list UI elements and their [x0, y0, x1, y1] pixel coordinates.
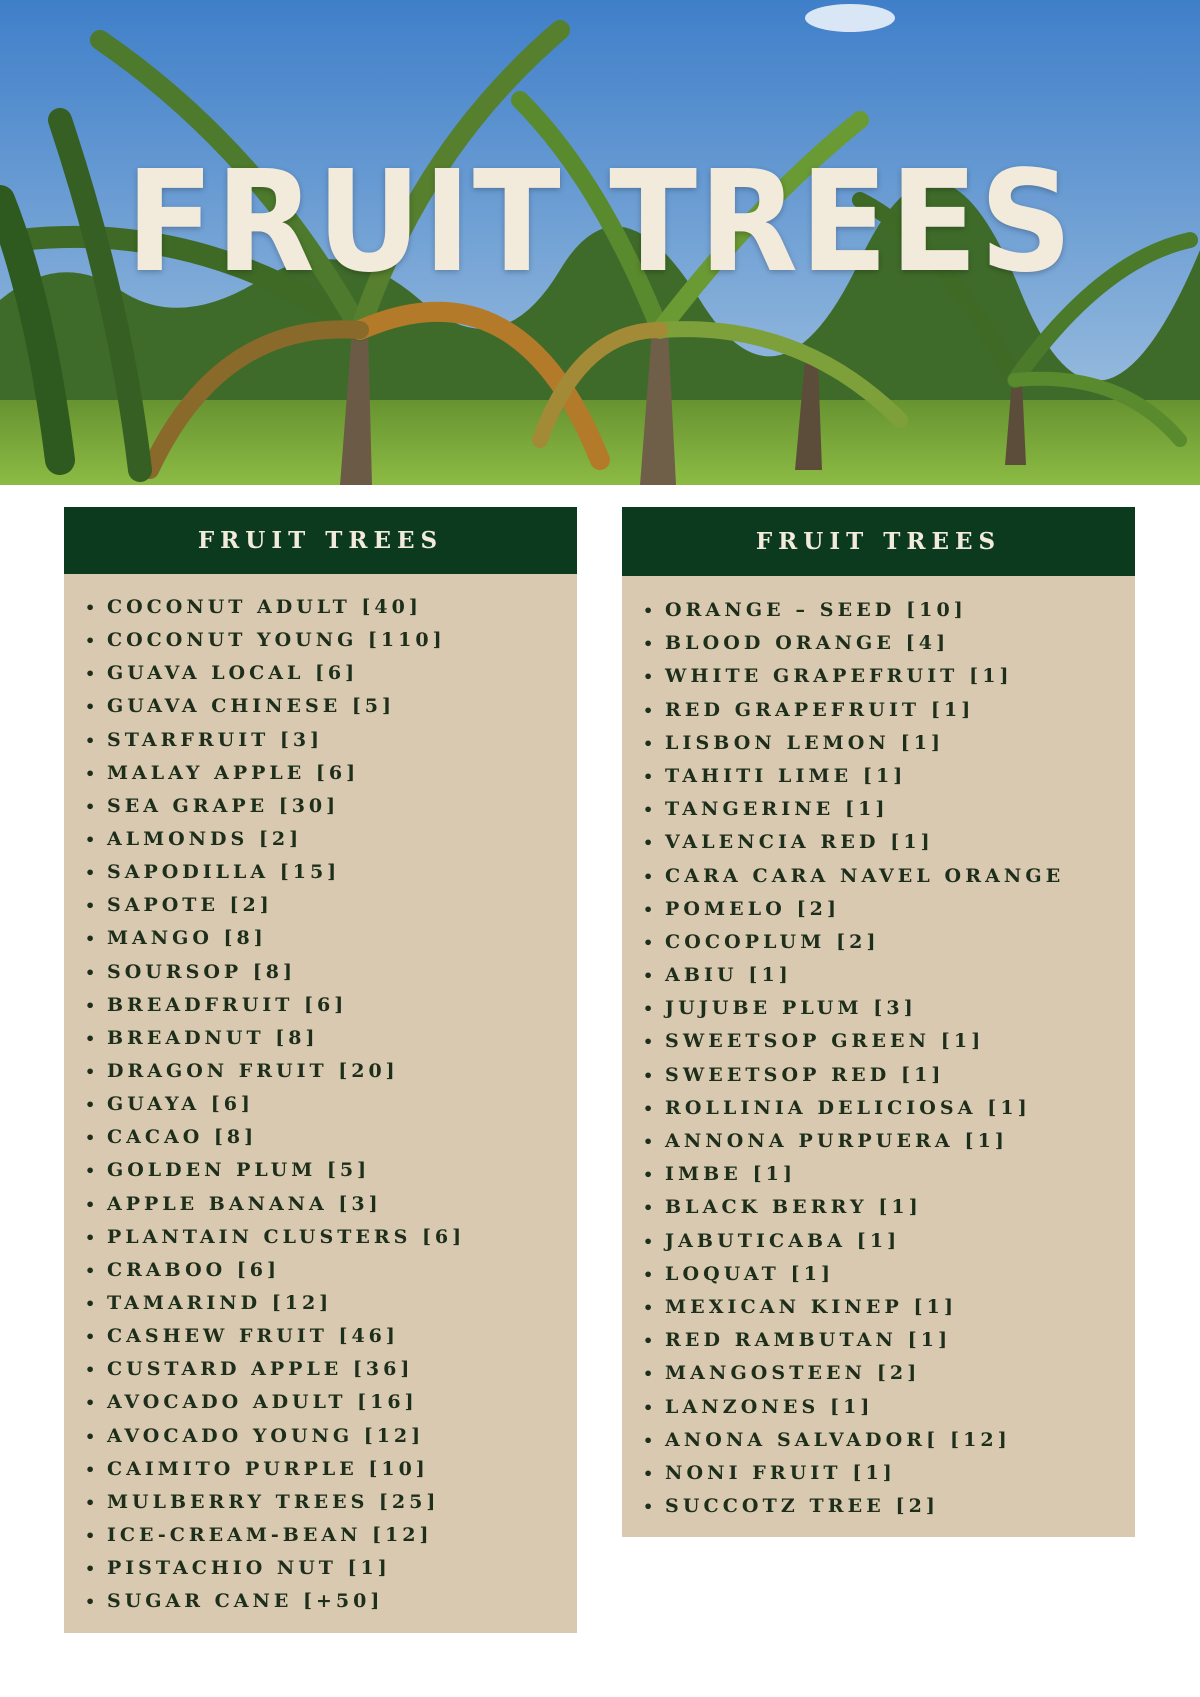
- list-item-label: POMELO [2]: [665, 897, 841, 920]
- list-item-label: SOURSOP [8]: [107, 960, 297, 983]
- list-item: [622, 860, 1135, 893]
- list-item-label: GUAVA LOCAL [6]: [107, 662, 359, 685]
- bullet-icon: •: [643, 1264, 654, 1284]
- list-item: [64, 856, 577, 889]
- list-item: [64, 757, 577, 790]
- list-item: [64, 1254, 577, 1287]
- list-item-label: AVOCADO ADULT [16]: [107, 1391, 418, 1414]
- list-item: [64, 790, 577, 823]
- list-item-label: SEA GRAPE [30]: [107, 794, 340, 817]
- list-item-label: GUAVA CHINESE [5]: [107, 695, 396, 718]
- bullet-icon: •: [85, 1525, 96, 1545]
- bullet-icon: •: [85, 1592, 96, 1612]
- hero-title: FRUIT TREES: [125, 141, 1075, 304]
- list-item-label: ROLLINIA DELICIOSA [1]: [665, 1096, 1031, 1119]
- bullet-icon: •: [643, 1331, 654, 1351]
- list-item-label: SAPOTE [2]: [107, 894, 273, 917]
- list-item: [622, 1225, 1135, 1258]
- list-item: [64, 889, 577, 922]
- bullet-icon: •: [85, 1194, 96, 1214]
- list-item: [64, 1552, 577, 1585]
- list-item-label: BREADFRUIT [6]: [107, 993, 348, 1016]
- bullet-icon: •: [643, 833, 654, 853]
- bullet-icon: •: [85, 730, 96, 750]
- list-item-label: ICE-CREAM-BEAN [12]: [107, 1523, 433, 1546]
- bullet-icon: •: [643, 601, 654, 620]
- bullet-icon: •: [85, 1227, 96, 1247]
- list-item-label: ABIU [1]: [665, 964, 792, 987]
- bullet-icon: •: [85, 1360, 96, 1380]
- list-item-label: MANGOSTEEN [2]: [665, 1362, 921, 1385]
- bullet-icon: •: [85, 863, 96, 883]
- left-panel-heading: FRUIT TREES: [64, 507, 577, 574]
- list-item-label: SWEETSOP GREEN [1]: [665, 1030, 985, 1053]
- bullet-icon: •: [643, 634, 654, 654]
- bullet-icon: •: [643, 966, 654, 986]
- list-item-label: TAHITI LIME [1]: [665, 764, 907, 787]
- list-item-label: SWEETSOP RED [1]: [665, 1063, 945, 1086]
- bullet-icon: •: [643, 1364, 654, 1384]
- list-item: [622, 1291, 1135, 1324]
- bullet-icon: •: [643, 1463, 654, 1483]
- list-item-label: MULBERRY TREES [25]: [107, 1490, 440, 1513]
- bullet-icon: •: [85, 763, 96, 783]
- list-item: [622, 1059, 1135, 1092]
- bullet-icon: •: [85, 896, 96, 916]
- list-item-label: JABUTICABA [1]: [665, 1229, 901, 1252]
- bullet-icon: •: [85, 1426, 96, 1446]
- list-item-label: MANGO [8]: [107, 927, 267, 950]
- list-item: [64, 956, 577, 989]
- bullet-icon: •: [85, 1492, 96, 1512]
- list-item-label: CARA CARA NAVEL ORANGE: [665, 864, 1065, 887]
- list-item: [64, 1221, 577, 1254]
- list-item: [64, 1022, 577, 1055]
- list-item-label: CAIMITO PURPLE [10]: [107, 1457, 429, 1480]
- list-item-label: ORANGE – SEED [10]: [665, 599, 967, 621]
- list-item-label: CUSTARD APPLE [36]: [107, 1358, 414, 1381]
- list-item-label: MALAY APPLE [6]: [107, 761, 360, 784]
- list-item-label: ANONA SALVADOR[ [12]: [665, 1428, 1011, 1451]
- list-item: [64, 1088, 577, 1121]
- list-item: [622, 1092, 1135, 1125]
- bullet-icon: •: [85, 1128, 96, 1148]
- list-item-label: TANGERINE [1]: [665, 798, 889, 821]
- list-item: [64, 1188, 577, 1221]
- bullet-icon: •: [643, 1297, 654, 1317]
- list-item-label: SAPODILLA [15]: [107, 861, 341, 884]
- bullet-icon: •: [643, 1497, 654, 1517]
- list-item: [622, 926, 1135, 959]
- list-item-label: MEXICAN KINEP [1]: [665, 1295, 958, 1318]
- list-item-label: NONI FRUIT [1]: [665, 1461, 896, 1484]
- bullet-icon: •: [85, 929, 96, 949]
- list-item: [622, 760, 1135, 793]
- bullet-icon: •: [85, 796, 96, 816]
- list-item: [622, 793, 1135, 826]
- list-item-label: PLANTAIN CLUSTERS [6]: [107, 1225, 466, 1248]
- list-item-label: CRABOO [6]: [107, 1258, 280, 1281]
- list-item-label: BLOOD ORANGE [4]: [665, 632, 950, 655]
- bullet-icon: •: [643, 1132, 654, 1151]
- list-item: [622, 660, 1135, 693]
- bullet-icon: •: [85, 1327, 96, 1347]
- list-item: [622, 1258, 1135, 1291]
- list-item: [64, 1320, 577, 1353]
- bullet-icon: •: [643, 1032, 654, 1052]
- bullet-icon: •: [643, 1231, 654, 1251]
- list-item-label: WHITE GRAPEFRUIT [1]: [665, 665, 1013, 688]
- list-item: [64, 1287, 577, 1320]
- bullet-icon: •: [643, 1098, 654, 1118]
- bullet-icon: •: [643, 1165, 654, 1185]
- list-item-label: LOQUAT [1]: [665, 1262, 835, 1285]
- list-item: [64, 724, 577, 757]
- list-item-label: SUCCOTZ TREE [2]: [665, 1495, 940, 1518]
- list-item: [622, 1457, 1135, 1490]
- list-item: [622, 1191, 1135, 1224]
- bullet-icon: •: [85, 1393, 96, 1413]
- bullet-icon: •: [85, 664, 96, 684]
- bullet-icon: •: [643, 1198, 654, 1218]
- list-item: [622, 1490, 1135, 1523]
- list-item: [64, 1519, 577, 1552]
- list-item-label: TAMARIND [12]: [107, 1291, 333, 1314]
- bullet-icon: •: [643, 800, 654, 820]
- bullet-icon: •: [85, 1161, 96, 1181]
- bullet-icon: •: [643, 866, 654, 886]
- list-item: [64, 1453, 577, 1486]
- list-item: [64, 1154, 577, 1187]
- list-item-label: JUJUBE PLUM [3]: [665, 997, 917, 1020]
- list-item: [64, 690, 577, 723]
- list-item: [64, 1055, 577, 1088]
- list-item-label: IMBE [1]: [665, 1163, 797, 1186]
- list-item-label: AVOCADO YOUNG [12]: [107, 1424, 425, 1447]
- list-item: [64, 1585, 577, 1618]
- list-item: [622, 826, 1135, 859]
- list-item: [64, 922, 577, 955]
- list-item: [622, 893, 1135, 926]
- list-item-label: VALENCIA RED [1]: [665, 831, 934, 854]
- right-panel-heading: FRUIT TREES: [622, 507, 1135, 576]
- bullet-icon: •: [85, 1260, 96, 1280]
- list-item: [64, 1486, 577, 1519]
- list-item: [622, 694, 1135, 727]
- list-item: [64, 1386, 577, 1419]
- list-item: [622, 959, 1135, 992]
- bullet-icon: •: [85, 1559, 96, 1579]
- list-item-label: RED GRAPEFRUIT [1]: [665, 698, 975, 721]
- list-item: [622, 1324, 1135, 1357]
- list-item-label: LANZONES [1]: [665, 1395, 874, 1418]
- list-item-label: LISBON LEMON [1]: [665, 731, 945, 754]
- list-item: [64, 657, 577, 690]
- bullet-icon: •: [643, 1065, 654, 1085]
- list-item: [64, 823, 577, 856]
- list-item: [622, 1391, 1135, 1424]
- bullet-icon: •: [643, 1430, 654, 1450]
- bullet-icon: •: [85, 1061, 96, 1081]
- list-item-label: COCONUT ADULT [40]: [107, 596, 422, 618]
- list-item: [64, 1121, 577, 1154]
- list-item-label: DRAGON FRUIT [20]: [107, 1059, 399, 1082]
- list-item: [64, 624, 577, 657]
- bullet-icon: •: [643, 766, 654, 786]
- bullet-icon: •: [85, 1028, 96, 1048]
- bullet-icon: •: [85, 995, 96, 1015]
- list-item: [622, 594, 1135, 627]
- bullet-icon: •: [85, 598, 96, 617]
- right-list-panel: [622, 507, 1135, 1537]
- list-item: [622, 992, 1135, 1025]
- list-item: [622, 727, 1135, 760]
- list-item: [622, 1357, 1135, 1390]
- list-item: [622, 627, 1135, 660]
- list-item: [64, 591, 577, 624]
- bullet-icon: •: [643, 899, 654, 919]
- bullet-icon: •: [643, 700, 654, 720]
- left-list-panel: [64, 507, 577, 1633]
- left-fruit-list: [64, 574, 577, 1618]
- list-item-label: SUGAR CANE [+50]: [107, 1590, 384, 1613]
- list-item-label: GOLDEN PLUM [5]: [107, 1159, 371, 1182]
- bullet-icon: •: [643, 999, 654, 1019]
- list-item-label: CACAO [8]: [107, 1126, 258, 1149]
- bullet-icon: •: [643, 667, 654, 687]
- list-item: [622, 1125, 1135, 1158]
- list-item-label: PISTACHIO NUT [1]: [107, 1557, 391, 1580]
- list-item-label: APPLE BANANA [3]: [107, 1192, 382, 1215]
- list-item-label: ANNONA PURPUERA [1]: [665, 1130, 1008, 1152]
- list-item-label: BREADNUT [8]: [107, 1026, 319, 1049]
- list-item-label: STARFRUIT [3]: [107, 728, 324, 751]
- list-item: [64, 1420, 577, 1453]
- list-item-label: COCOPLUM [2]: [665, 930, 880, 953]
- list-item-label: CASHEW FRUIT [46]: [107, 1325, 399, 1348]
- bullet-icon: •: [85, 1095, 96, 1115]
- bullet-icon: •: [643, 1397, 654, 1417]
- list-item-label: BLACK BERRY [1]: [665, 1196, 922, 1219]
- bullet-icon: •: [85, 631, 96, 651]
- bullet-icon: •: [85, 829, 96, 849]
- list-item-label: COCONUT YOUNG [110]: [107, 629, 446, 652]
- right-fruit-list: [622, 576, 1135, 1523]
- list-item-label: ALMONDS [2]: [107, 827, 303, 850]
- list-item: [622, 1158, 1135, 1191]
- list-item: [622, 1025, 1135, 1058]
- bullet-icon: •: [85, 1459, 96, 1479]
- bullet-icon: •: [85, 1293, 96, 1313]
- bullet-icon: •: [85, 697, 96, 717]
- bullet-icon: •: [643, 733, 654, 753]
- list-item: [64, 989, 577, 1022]
- list-item: [64, 1353, 577, 1386]
- list-item: [622, 1424, 1135, 1457]
- bullet-icon: •: [85, 962, 96, 982]
- bullet-icon: •: [643, 932, 654, 952]
- list-item-label: GUAYA [6]: [107, 1093, 254, 1116]
- list-item-label: RED RAMBUTAN [1]: [665, 1329, 952, 1352]
- hero-banner: [0, 0, 1200, 485]
